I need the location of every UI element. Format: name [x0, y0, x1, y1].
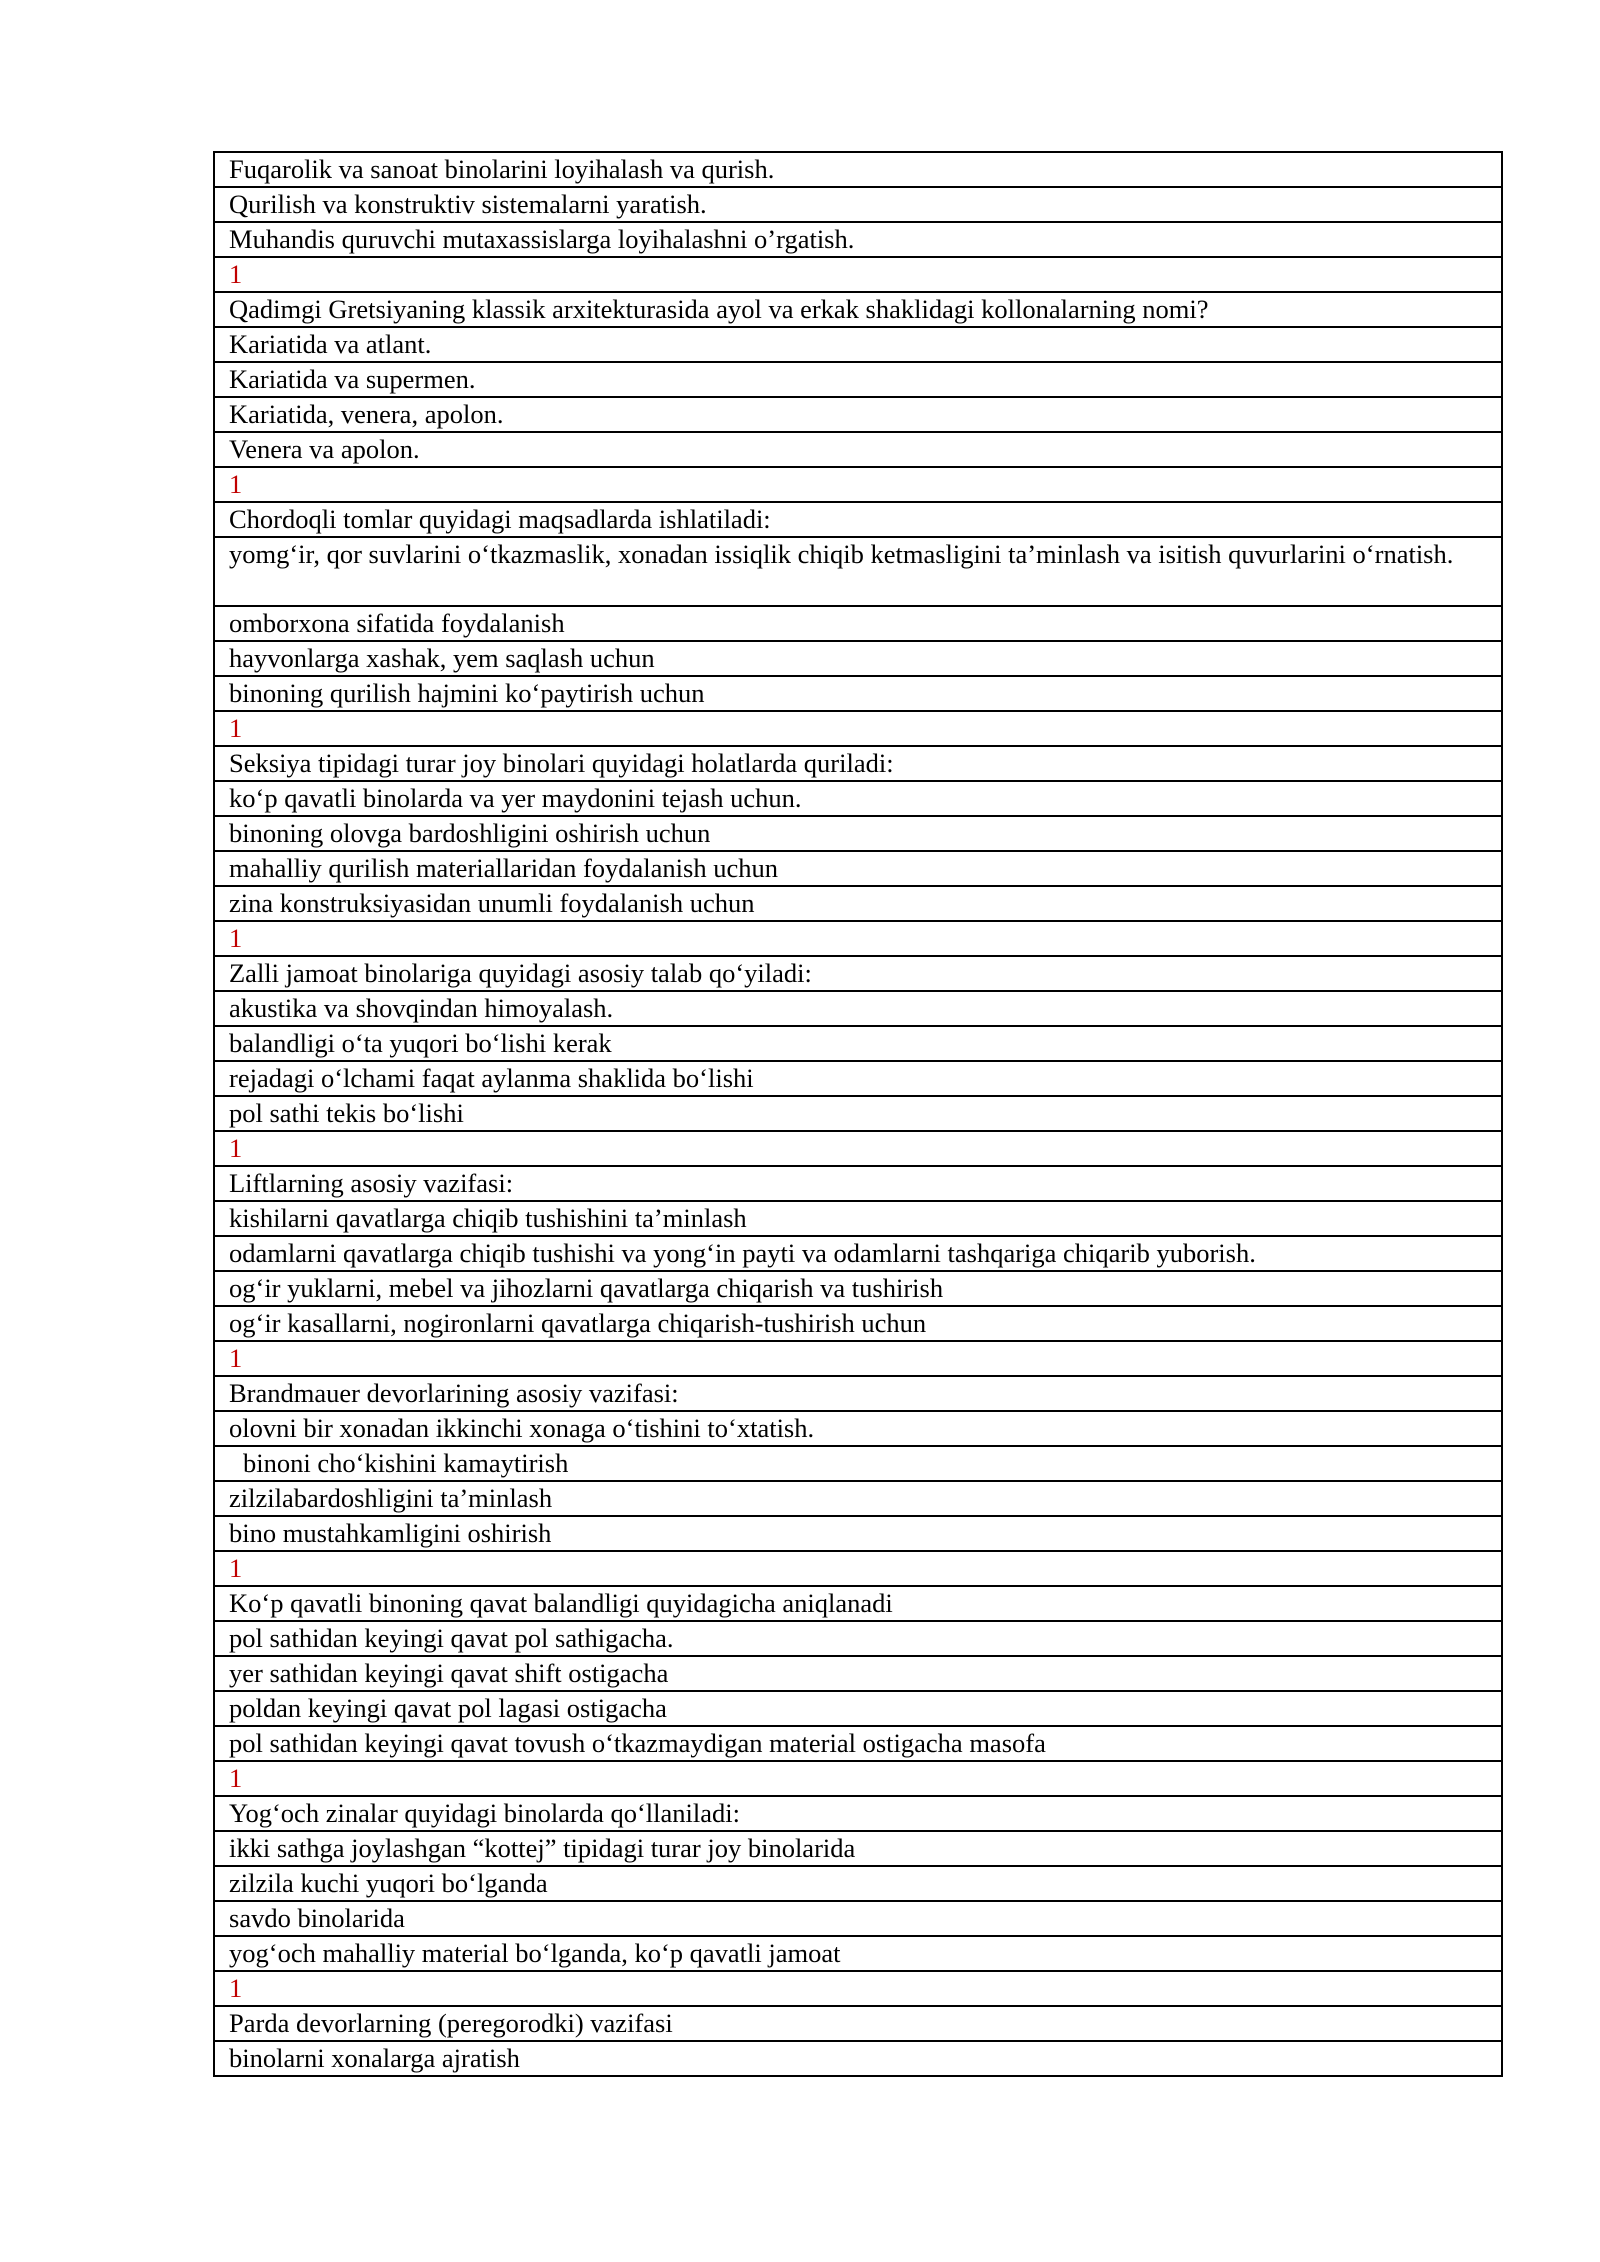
table-row	[214, 781, 1502, 816]
table-row	[214, 676, 1502, 711]
table-cell: Brandmauer devorlarining asosiy vazifasi:	[214, 1376, 1502, 1411]
score-row	[214, 257, 1502, 292]
table-row	[214, 1516, 1502, 1551]
test-questions-table	[213, 151, 1503, 2077]
table-cell: Kariatida, venera, apolon.	[214, 397, 1502, 432]
table-row	[214, 1201, 1502, 1236]
table-row	[214, 1481, 1502, 1516]
table-row	[214, 222, 1502, 257]
table-row	[214, 1901, 1502, 1936]
score-value: 1	[214, 1551, 1502, 1586]
table-cell: rejadagi o‘lchami faqat aylanma shaklida bo‘lishi	[214, 1061, 1502, 1096]
table-row	[214, 1061, 1502, 1096]
table-cell: zilzilabardoshligini ta’minlash	[214, 1481, 1502, 1516]
table-row	[214, 1096, 1502, 1131]
table-cell: bino mustahkamligini oshirish	[214, 1516, 1502, 1551]
table-cell: Qadimgi Gretsiyaning klassik arxitekturasida ayol va erkak shaklidagi kollonalarning nomi?	[214, 292, 1502, 327]
table-cell: og‘ir yuklarni, mebel va jihozlarni qavatlarga chiqarish va tushirish	[214, 1271, 1502, 1306]
table-cell: Kariatida va atlant.	[214, 327, 1502, 362]
table-cell: Liftlarning asosiy vazifasi:	[214, 1166, 1502, 1201]
table-row	[214, 152, 1502, 187]
table-row	[214, 1376, 1502, 1411]
score-value: 1	[214, 1341, 1502, 1376]
table-row	[214, 851, 1502, 886]
table-row	[214, 1411, 1502, 1446]
table-row	[214, 1656, 1502, 1691]
table-cell: Qurilish va konstruktiv sistemalarni yaratish.	[214, 187, 1502, 222]
table-cell: Fuqarolik va sanoat binolarini loyihalash va qurish.	[214, 152, 1502, 187]
table-cell: omborxona sifatida foydalanish	[214, 606, 1502, 641]
table-cell: hayvonlarga xashak, yem saqlash uchun	[214, 641, 1502, 676]
score-value: 1	[214, 921, 1502, 956]
score-row	[214, 1131, 1502, 1166]
table-cell: zilzila kuchi yuqori bo‘lganda	[214, 1866, 1502, 1901]
table-row	[214, 2006, 1502, 2041]
table-row	[214, 1621, 1502, 1656]
score-value: 1	[214, 257, 1502, 292]
table-cell: yog‘och mahalliy material bo‘lganda, ko‘p qavatli jamoat	[214, 1936, 1502, 1971]
table-row	[214, 1271, 1502, 1306]
table-cell: mahalliy qurilish materiallaridan foydalanish uchun	[214, 851, 1502, 886]
table-cell: poldan keyingi qavat pol lagasi ostigacha	[214, 1691, 1502, 1726]
table-row	[214, 2041, 1502, 2076]
table-cell: savdo binolarida	[214, 1901, 1502, 1936]
table-row	[214, 816, 1502, 851]
score-row	[214, 1971, 1502, 2006]
table-cell: Chordoqli tomlar quyidagi maqsadlarda ishlatiladi:	[214, 502, 1502, 537]
table-cell: binolarni xonalarga ajratish	[214, 2041, 1502, 2076]
table-row	[214, 1691, 1502, 1726]
table-row	[214, 956, 1502, 991]
score-value: 1	[214, 1971, 1502, 2006]
table-cell: akustika va shovqindan himoyalash.	[214, 991, 1502, 1026]
table-row	[214, 1446, 1502, 1481]
table-row	[214, 1026, 1502, 1061]
table-cell: Muhandis quruvchi mutaxassislarga loyihalashni o’rgatish.	[214, 222, 1502, 257]
table-cell: pol sathidan keyingi qavat pol sathigacha.	[214, 1621, 1502, 1656]
table-cell: Yog‘och zinalar quyidagi binolarda qo‘llaniladi:	[214, 1796, 1502, 1831]
table-row	[214, 292, 1502, 327]
score-row	[214, 1341, 1502, 1376]
score-row	[214, 467, 1502, 502]
score-value: 1	[214, 467, 1502, 502]
table-cell: Ko‘p qavatli binoning qavat balandligi quyidagicha aniqlanadi	[214, 1586, 1502, 1621]
table-cell: ko‘p qavatli binolarda va yer maydonini tejash uchun.	[214, 781, 1502, 816]
table-row	[214, 641, 1502, 676]
table-cell: binoning qurilish hajmini ko‘paytirish uchun	[214, 676, 1502, 711]
table-row	[214, 886, 1502, 921]
table-cell: yer sathidan keyingi qavat shift ostigacha	[214, 1656, 1502, 1691]
table-cell: pol sathidan keyingi qavat tovush o‘tkazmaydigan material ostigacha masofa	[214, 1726, 1502, 1761]
table-cell: binoni cho‘kishini kamaytirish	[214, 1446, 1502, 1481]
table-cell: yomg‘ir, qor suvlarini o‘tkazmaslik, xonadan issiqlik chiqib ketmasligini ta’minlash va isitish quvurlarini o‘rnatish.	[214, 537, 1502, 606]
table-row	[214, 187, 1502, 222]
table-row	[214, 991, 1502, 1026]
table-cell: olovni bir xonadan ikkinchi xonaga o‘tishini to‘xtatish.	[214, 1411, 1502, 1446]
table-cell: ikki sathga joylashgan “kottej” tipidagi turar joy binolarida	[214, 1831, 1502, 1866]
table-cell: kishilarni qavatlarga chiqib tushishini ta’minlash	[214, 1201, 1502, 1236]
table-row	[214, 537, 1502, 606]
score-row	[214, 1551, 1502, 1586]
table-row	[214, 1586, 1502, 1621]
table-cell: Seksiya tipidagi turar joy binolari quyidagi holatlarda quriladi:	[214, 746, 1502, 781]
table-cell: binoning olovga bardoshligini oshirish uchun	[214, 816, 1502, 851]
table-row	[214, 606, 1502, 641]
score-row	[214, 921, 1502, 956]
table-cell: pol sathi tekis bo‘lishi	[214, 1096, 1502, 1131]
score-value: 1	[214, 711, 1502, 746]
table-body	[214, 152, 1502, 2076]
score-row	[214, 711, 1502, 746]
table-row	[214, 1306, 1502, 1341]
score-row	[214, 1761, 1502, 1796]
table-row	[214, 327, 1502, 362]
table-cell: Kariatida va supermen.	[214, 362, 1502, 397]
table-row	[214, 746, 1502, 781]
table-cell: zina konstruksiyasidan unumli foydalanish uchun	[214, 886, 1502, 921]
table-row	[214, 362, 1502, 397]
score-value: 1	[214, 1761, 1502, 1796]
table-cell: odamlarni qavatlarga chiqib tushishi va yong‘in payti va odamlarni tashqariga chiqarib yuborish.	[214, 1236, 1502, 1271]
table-row	[214, 502, 1502, 537]
score-value: 1	[214, 1131, 1502, 1166]
table-cell: Parda devorlarning (peregorodki) vazifasi	[214, 2006, 1502, 2041]
table-cell: balandligi o‘ta yuqori bo‘lishi kerak	[214, 1026, 1502, 1061]
table-cell: Venera va apolon.	[214, 432, 1502, 467]
table-row	[214, 397, 1502, 432]
table-row	[214, 1166, 1502, 1201]
table-cell: og‘ir kasallarni, nogironlarni qavatlarga chiqarish-tushirish uchun	[214, 1306, 1502, 1341]
table-cell: Zalli jamoat binolariga quyidagi asosiy talab qo‘yiladi:	[214, 956, 1502, 991]
table-row	[214, 1236, 1502, 1271]
document-page	[213, 151, 1503, 2077]
table-row	[214, 1831, 1502, 1866]
table-row	[214, 1796, 1502, 1831]
table-row	[214, 1866, 1502, 1901]
table-row	[214, 432, 1502, 467]
table-row	[214, 1936, 1502, 1971]
table-row	[214, 1726, 1502, 1761]
